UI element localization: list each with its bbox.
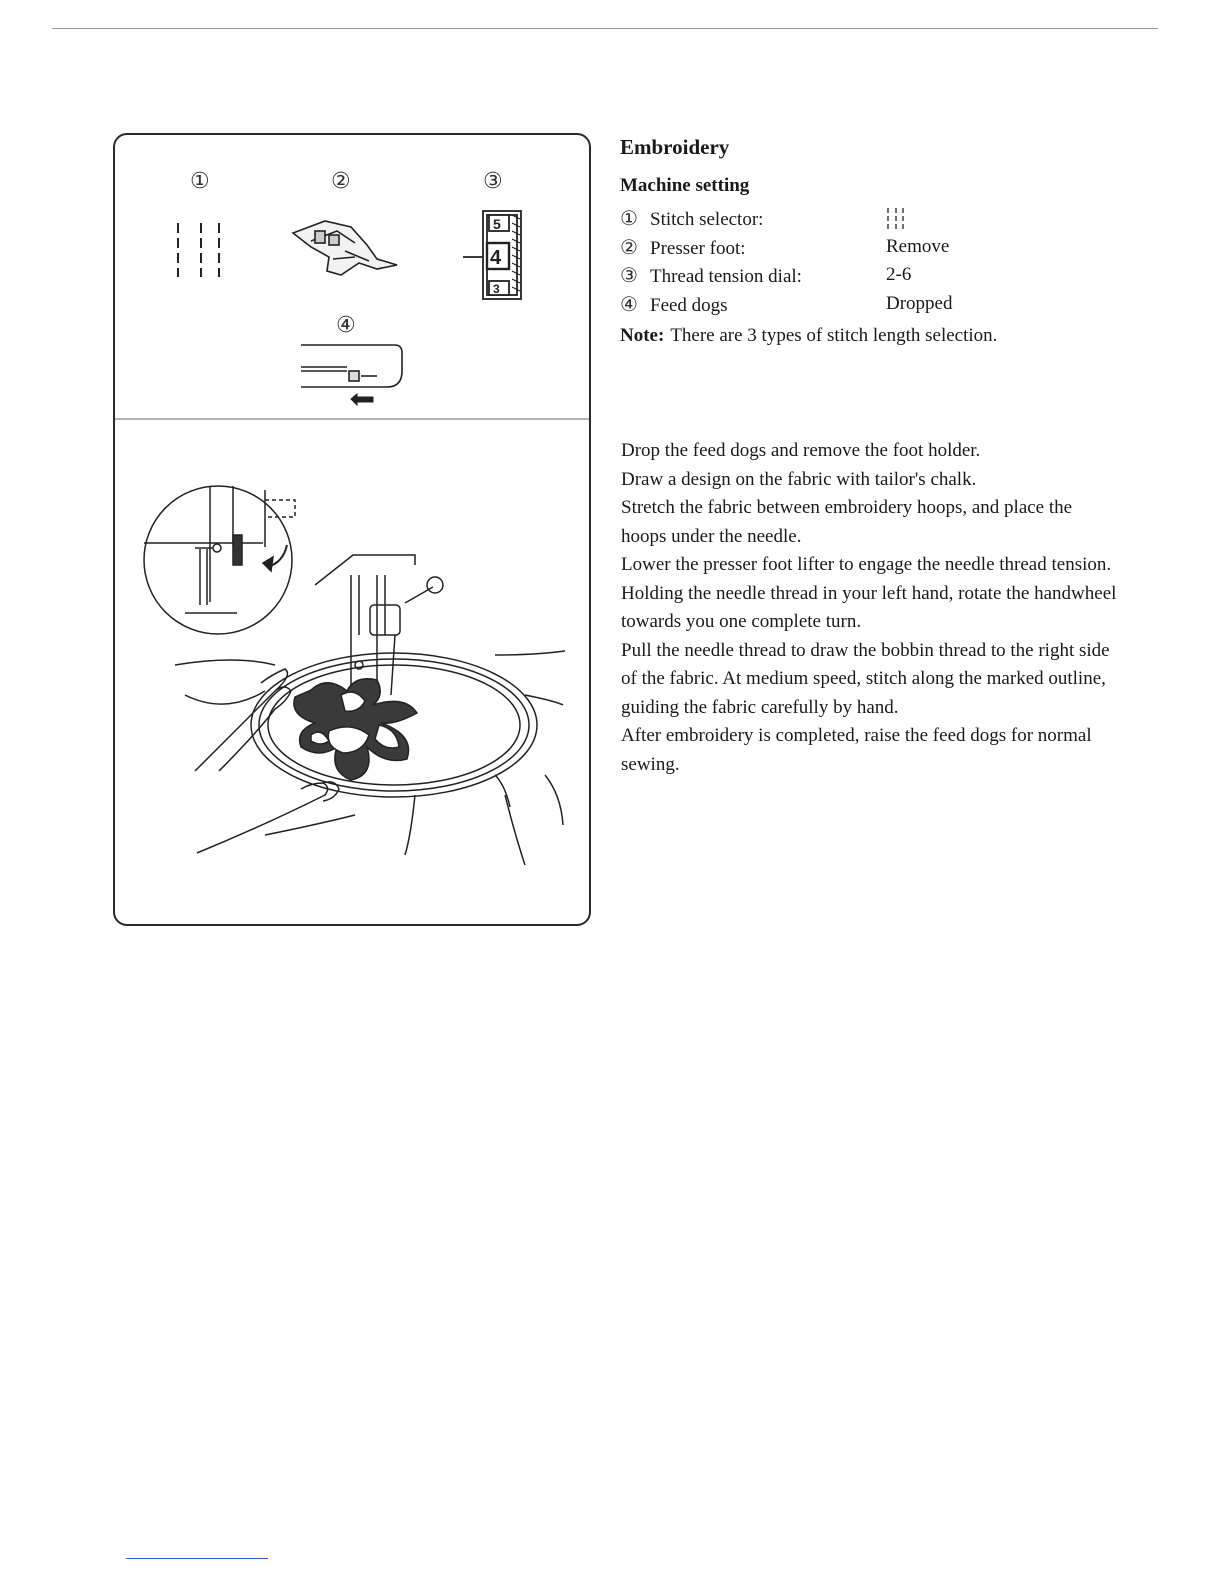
setting-number: ① — [620, 206, 638, 230]
instruction-paragraph: Pull the needle thread to draw the bobbin thread to the right side of the fabric. At medium speed, stitch along the marked outline, guiding the fabric carefully by hand. — [621, 639, 1110, 718]
setting-value: Remove — [886, 235, 950, 257]
instruction-paragraph: After embroidery is completed, raise the feed dogs for normal sewing. — [621, 725, 1092, 775]
straight-stitch-icon — [886, 208, 906, 234]
setting-label: Feed dogs — [650, 294, 728, 316]
setting-value: Dropped — [886, 292, 953, 314]
setting-label: Thread tension dial: — [650, 266, 802, 287]
footer-rule — [126, 1558, 268, 1559]
setting-number: ③ — [620, 263, 638, 287]
note-label: Note: — [620, 325, 665, 346]
feed-dog-lever-icon — [301, 345, 402, 387]
figure-panel — [113, 133, 591, 926]
dial-number-3: 3 — [493, 282, 500, 296]
tension-dial-icon — [463, 211, 521, 299]
instruction-paragraph: Stretch the fabric between embroidery hoops, and place the hoops under the needle. — [621, 497, 1073, 547]
dial-number-4: 4 — [490, 247, 502, 269]
presser-foot-icon — [293, 221, 397, 275]
step-number-4: ④ — [336, 313, 356, 338]
straight-stitch-icon — [178, 223, 219, 277]
header-rule — [52, 28, 1158, 29]
setting-presser-foot — [620, 233, 1120, 262]
section-title: Embroidery — [620, 135, 730, 159]
step-number-1: ① — [190, 169, 210, 194]
dial-number-5: 5 — [493, 216, 501, 232]
settings-list — [620, 204, 1120, 318]
note — [620, 322, 1120, 350]
setting-feed-dogs — [620, 290, 1120, 319]
instruction-paragraph: Lower the presser foot lifter to engage the needle thread tension. Holding the needle thread in your left hand, rotate the handwheel towards you one complete turn. — [621, 554, 1117, 632]
setting-thread-tension — [620, 261, 1120, 290]
setting-label: Stitch selector: — [650, 209, 764, 230]
setting-number: ④ — [620, 291, 638, 316]
note-text: There are 3 types of stitch length selection. — [670, 325, 998, 346]
figure-illustration — [115, 135, 591, 926]
instruction-paragraph: Drop the feed dogs and remove the foot holder. — [621, 440, 981, 461]
hoop-embroidery-illustration — [144, 486, 565, 865]
instructions — [621, 437, 1121, 779]
step-number-2: ② — [331, 169, 351, 194]
embroidery-section — [620, 134, 1120, 350]
setting-stitch-selector — [620, 204, 1120, 233]
step-number-3: ③ — [483, 169, 503, 194]
arrow-left-icon — [351, 394, 373, 405]
setting-number: ② — [620, 234, 638, 259]
instruction-paragraph: Draw a design on the fabric with tailor's chalk. — [621, 468, 977, 490]
setting-label: Presser foot: — [650, 237, 746, 259]
machine-setting-title: Machine setting — [620, 175, 750, 196]
setting-value: 2-6 — [886, 264, 912, 285]
